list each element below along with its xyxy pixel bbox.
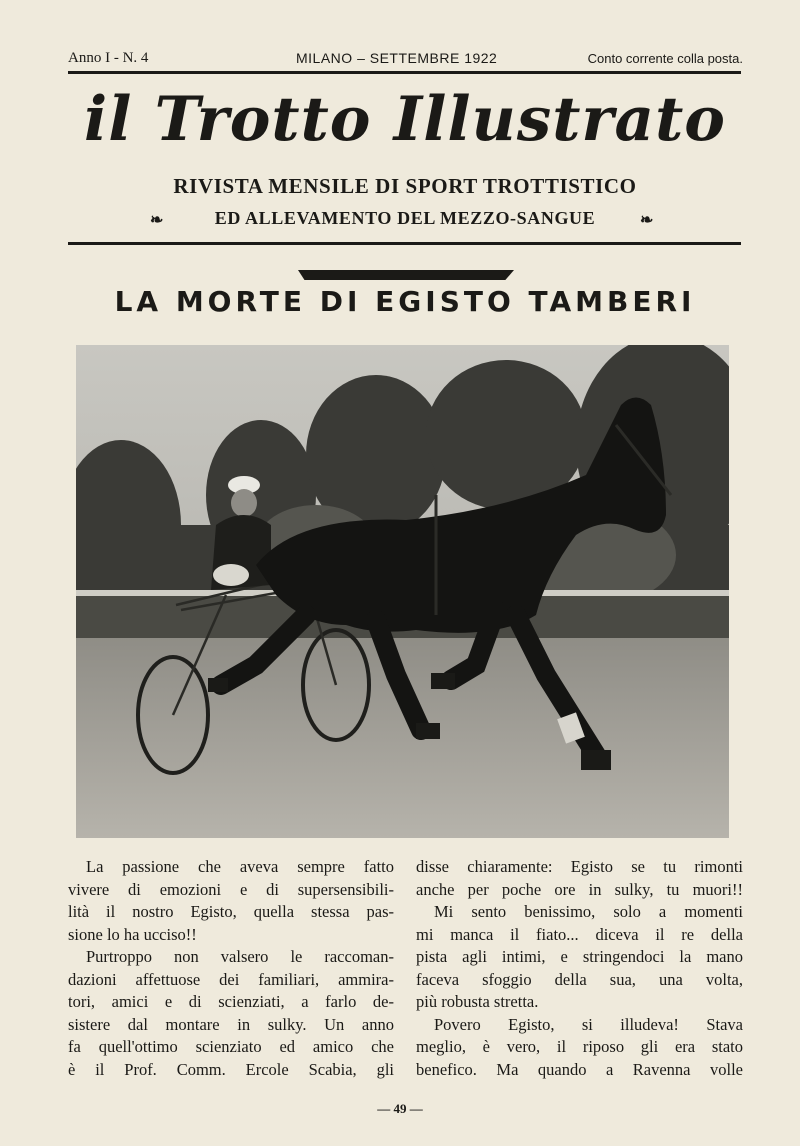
ornament-left-icon: ❧ [150, 212, 164, 229]
trotting-horse-photo [76, 345, 729, 838]
text-line: benefico. Ma quando a Ravenna volle [416, 1059, 743, 1079]
issue-info-bar [68, 46, 743, 66]
masthead-rule [68, 242, 741, 245]
article-headline: LA MORTE DI EGISTO TAMBERI [114, 285, 696, 318]
headline-bar [298, 270, 514, 280]
text-line: dazioni affettuose dei familiari, ammira- [68, 969, 394, 989]
text-line: La passione che aveva sempre fatto [86, 857, 394, 876]
issue-number: Anno I - N. 4 [68, 50, 149, 66]
place-date: MILANO – SETTEMBRE 1922 [296, 50, 498, 66]
page-number: — 49 — [377, 1101, 423, 1116]
text-line: più robusta stretta. [416, 992, 539, 1011]
text-line: Purtroppo non valsero le raccoman- [86, 947, 394, 966]
text-line: faceva sfoggio della sua, una volta, [416, 969, 743, 989]
article-column-left [68, 856, 394, 1081]
text-line: Povero Egisto, si illudeva! Stava [434, 1014, 743, 1034]
masthead-title: il Trotto Illustrato [84, 84, 726, 155]
text-line: fa quell'ottimo scienziato ed amico che [68, 1037, 394, 1056]
text-line: è il Prof. Comm. Ercole Scabia, gli [68, 1059, 394, 1079]
text-line: meglio, è vero, il riposo gli era stato [416, 1037, 743, 1056]
text-line: tori, amici e di scienziati, a farlo de- [68, 992, 394, 1011]
text-line: Mi sento benissimo, solo a momenti [434, 902, 743, 921]
text-line: sistere dal montare in sulky. Un anno [68, 1014, 394, 1034]
text-line: vivere di emozioni e di supersensibili- [68, 879, 394, 899]
masthead-subtitle-2: ED ALLEVAMENTO DEL MEZZO-SANGUE [214, 208, 596, 228]
postal-note: Conto corrente colla posta. [587, 51, 743, 66]
text-line: lità il nostro Egisto, quella stessa pas- [68, 902, 394, 921]
text-line: disse chiaramente: Egisto se tu rimonti [416, 857, 743, 876]
top-rule [68, 71, 741, 74]
text-line: pista agli intimi, e stringendoci la mano [416, 947, 743, 966]
text-line: mi manca il fiato... diceva il re della [416, 924, 743, 944]
masthead-subtitle: RIVISTA MENSILE DI SPORT TROTTISTICO [173, 174, 637, 198]
text-line: sione lo ha ucciso!! [68, 924, 197, 944]
text-line: anche per poche ore in sulky, tu muori!! [416, 879, 743, 899]
ornament-right-icon: ❧ [640, 212, 654, 229]
article-column-right [416, 856, 743, 1081]
